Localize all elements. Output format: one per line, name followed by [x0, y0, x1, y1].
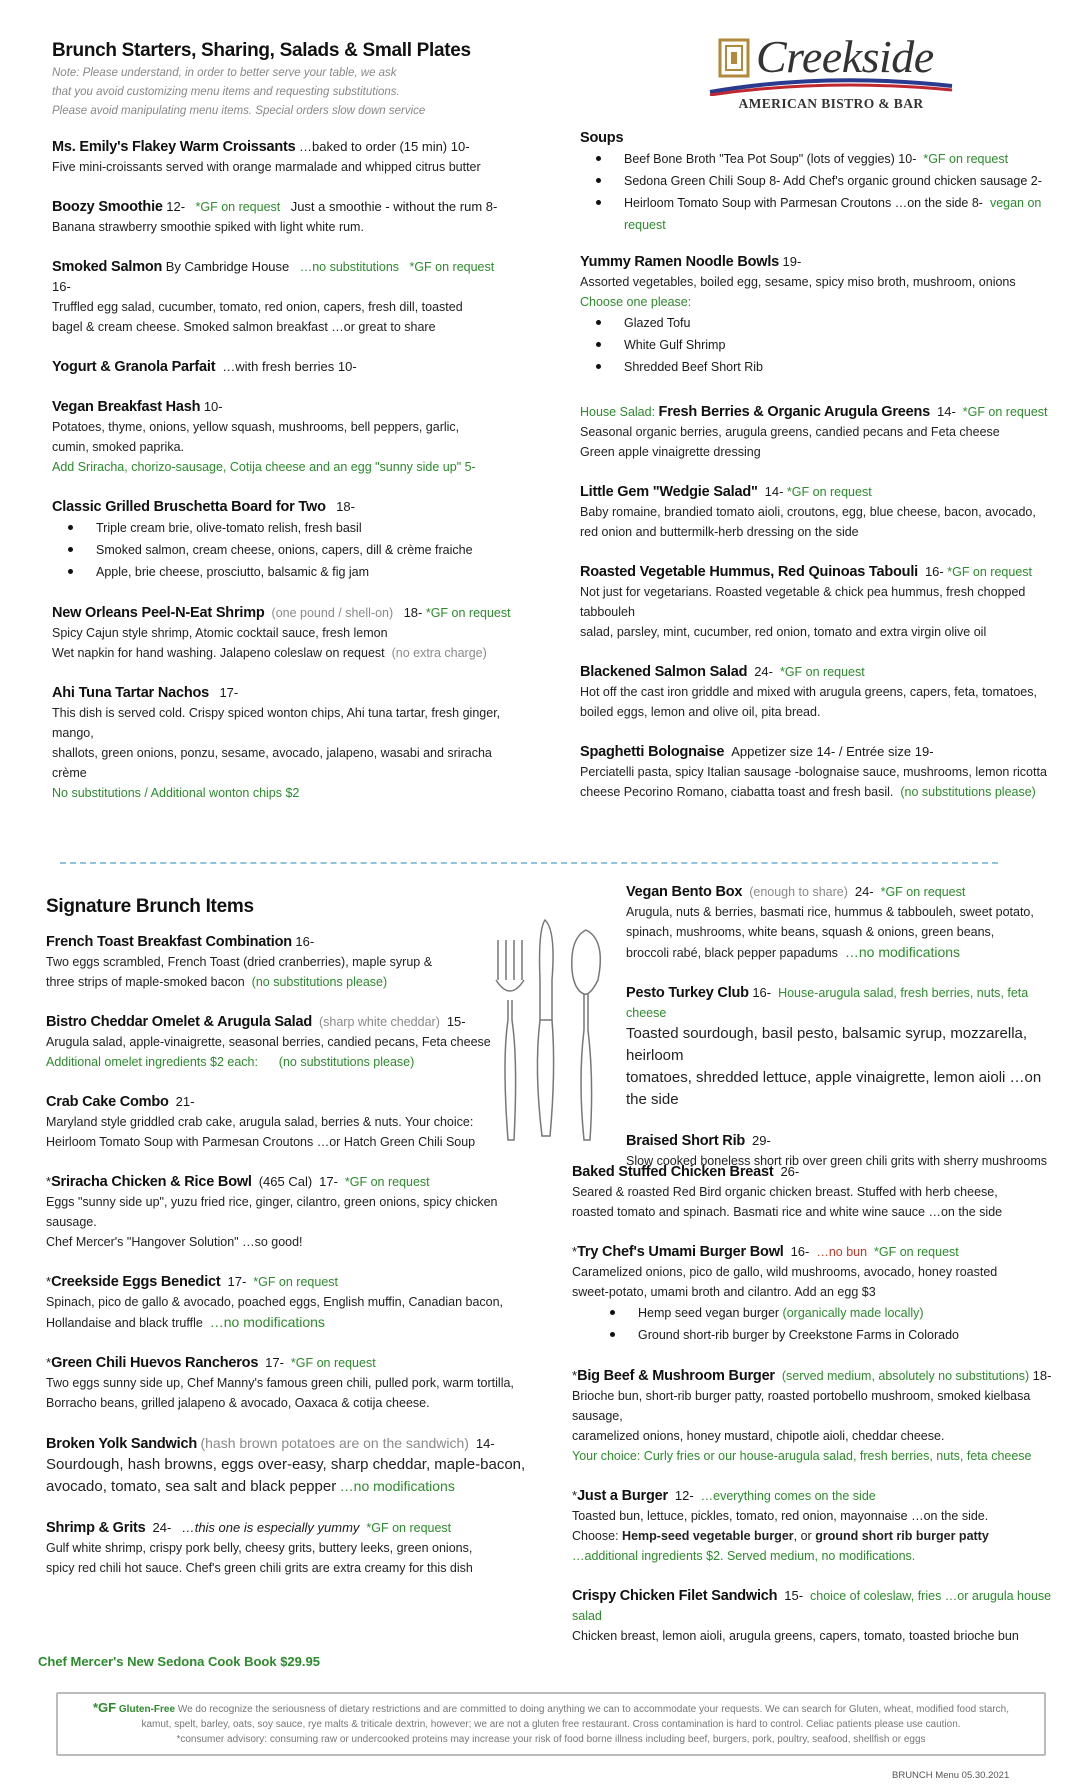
house-salad-item: House Salad: Fresh Berries & Organic Arugula Greens 14- *GF on request Seasonal organic berries, arugula greens, candied pecans and Feta cheese Green apple vinaigrette dressing	[580, 404, 1048, 459]
starters-heading: Brunch Starters, Sharing, Salads & Small Plates	[52, 40, 471, 61]
logo-subtitle: AMERICAN BISTRO & BAR	[738, 96, 924, 111]
broken-yolk-item: Broken Yolk Sandwich (hash brown potatoes are on the sandwich) 14- Sourdough, hash browns, eggs over-easy, sharp cheddar, maple-bacon, avocado, tomato, sea salt and black pepper …no modifications	[46, 1435, 526, 1495]
french-toast-item: French Toast Breakfast Combination 16- Two eggs scrambled, French Toast (dried cranberries), maple syrup & three strips of maple-smoked bacon (no substitutions please)	[46, 934, 433, 989]
stuffed-chicken-item: Baked Stuffed Chicken Breast 26- Seared & roasted Red Bird organic chicken breast. Stuffed with herb cheese, roasted tomato and spinach. Basmati rice and white wine sauce …on the side	[572, 1164, 1003, 1219]
ramen-list	[580, 312, 1050, 378]
shrimp-grits-item: Shrimp & Grits 24- …this one is especially yummy *GF on request Gulf white shrimp, crispy pork belly, cheesy grits, buttery leeks, green onions, spicy red chili hot sauce. Chef's green chili grits are extra creamy for this dish	[46, 1520, 473, 1575]
umami-bowl-item: *Try Chef's Umami Burger Bowl 16- …no bun *GF on request Caramelized onions, pico de gallo, wild mushrooms, avocado, honey roasted sweet-potato, umami broth and cilantro. Add an egg $3 Hemp seed vegan burger (organically made locally) Ground short-rib burger by Creekstone Farms in Colorado	[572, 1242, 1052, 1346]
list-item: Triple cream brie, olive-tomato relish, fresh basil	[96, 517, 522, 539]
bruschetta-list	[52, 517, 522, 583]
signature-heading: Signature Brunch Items	[46, 896, 254, 917]
cutlery-icon	[490, 910, 610, 1146]
list-item: Smoked salmon, cream cheese, onions, capers, dill & crème fraiche	[96, 539, 522, 561]
crab-cake-item: Crab Cake Combo 21- Maryland style griddled crab cake, arugula salad, berries & nuts. Your choice: Heirloom Tomato Soup with Parmesan Croutons …or Hatch Green Chili Soup	[46, 1094, 476, 1149]
parfait-item: Yogurt & Granola Parfait …with fresh berries 10-	[52, 359, 357, 375]
list-item: White Gulf Shrimp	[624, 334, 1050, 356]
section-divider	[60, 862, 998, 864]
smoothie-item: Boozy Smoothie 12- *GF on request Just a smoothie - without the rum 8- Banana strawberry smoothie spiked with light white rum.	[52, 199, 498, 234]
starters-note: Note: Please understand, in order to better serve your table, we ask that you avoid customizing menu items and requesting substitutions. Please avoid manipulating menu items. Special orders slow down service	[52, 67, 426, 117]
item-title: Ms. Emily's Flakey Warm Croissants	[52, 139, 296, 155]
big-beef-burger-item: *Big Beef & Mushroom Burger (served medium, absolutely no substitutions) 18- Brioche bun, short-rib burger patty, roasted portobello mushroom, smoked kielbasa sausage, caramelized onions, honey mustard, chipotle aioli, cheddar cheese. Your choice: Curly fries or our house-arugula salad, fresh berries, nuts, feta cheese	[572, 1368, 1052, 1463]
cookbook-promo: Chef Mercer's New Sedona Cook Book $29.95	[38, 1654, 320, 1669]
list-item: Hemp seed vegan burger (organically made locally)	[638, 1302, 1052, 1324]
menu-date: BRUNCH Menu 05.30.2021	[892, 1770, 1010, 1781]
logo-swoosh-icon	[706, 76, 956, 96]
soups-list	[580, 148, 1050, 236]
umami-list	[572, 1302, 1052, 1346]
list-item: Beef Bone Broth "Tea Pot Soup" (lots of veggies) 10- *GF on request	[624, 148, 1050, 170]
creekside-logo	[706, 26, 956, 116]
bruschetta-item: Classic Grilled Bruschetta Board for Two 18- Triple cream brie, olive-tomato relish, fresh basil Smoked salmon, cream cheese, onions, capers, dill & crème fraiche Apple, brie cheese, prosciutto, balsamic & fig jam	[52, 497, 522, 583]
mains-column-lower	[572, 1162, 1052, 1666]
sriracha-bowl-item: *Sriracha Chicken & Rice Bowl (465 Cal) 17- *GF on request Eggs "sunny side up", yuzu fried rice, ginger, cilantro, green onions, spicy chicken sausage. Chef Mercer's "Hangover Solution" …so good!	[46, 1174, 498, 1249]
ahi-tuna-item: Ahi Tuna Tartar Nachos 17- This dish is served cold. Crispy spiced wonton chips, Ahi tuna tartar, fresh ginger, mango, shallots, green onions, ponzu, sesame, avocado, jalapeno, wasabi and sriracha crème No substitutions / Additional wonton chips $2	[52, 685, 501, 800]
soups-salads-column	[580, 128, 1050, 822]
soups-item: Soups Beef Bone Broth "Tea Pot Soup" (lots of veggies) 10- *GF on request Sedona Green Chili Soup 8- Add Chef's organic ground chicken sausage 2- Heirloom Tomato Soup with Parmesan Croutons …on the side 8- vegan on request	[580, 128, 1050, 236]
mains-column	[626, 882, 1056, 1191]
shrimp-item: New Orleans Peel-N-Eat Shrimp (one pound / shell-on) 18- *GF on request Spicy Cajun style shrimp, Atomic cocktail sauce, fresh lemon Wet napkin for hand washing. Jalapeno coleslaw on request (no extra charge)	[52, 605, 511, 660]
signature-column	[46, 896, 526, 1598]
list-item: Heirloom Tomato Soup with Parmesan Croutons …on the side 8- vegan on request	[624, 192, 1050, 236]
list-item: Ground short-rib burger by Creekstone Farms in Colorado	[638, 1324, 1052, 1346]
crispy-chicken-item: Crispy Chicken Filet Sandwich 15- choice of coleslaw, fries …or arugula house salad Chicken breast, lemon aioli, arugula greens, capers, tomato, toasted brioche bun	[572, 1588, 1052, 1643]
bento-box-item: Vegan Bento Box (enough to share) 24- *GF on request Arugula, nuts & berries, basmati rice, hummus & tabbouleh, sweet potato, spinach, mushrooms, white beans, squash & onions, green beans, broccoli rabé, black pepper papadums …no modifications	[626, 884, 1034, 960]
hummus-item: Roasted Vegetable Hummus, Red Quinoas Tabouli 16- *GF on request Not just for vegetarians. Roasted vegetable & chick pea hummus, fresh chopped tabbouleh salad, parsley, mint, cucumber, red onion, tomato and extra virgin olive oil	[580, 564, 1032, 639]
short-rib-item: Braised Short Rib 29- Slow cooked boneless short rib over green chili grits with sherry mushrooms	[626, 1133, 1048, 1168]
list-item: Shredded Beef Short Rib	[624, 356, 1050, 378]
omelet-item: Bistro Cheddar Omelet & Arugula Salad (sharp white cheddar) 15- Arugula salad, apple-vinaigrette, seasonal berries, candied pecans, Feta cheese Additional omelet ingredients $2 each: (no substitutions please)	[46, 1014, 491, 1069]
logo-name: Creekside	[756, 31, 934, 82]
vegan-hash-item: Vegan Breakfast Hash 10- Potatoes, thyme, onions, yellow squash, mushrooms, bell peppers, garlic, cumin, smoked paprika. Add Sriracha, chorizo-sausage, Cotija cheese and an egg "sunny side up" 5-	[52, 399, 476, 474]
smoked-salmon-item: Smoked Salmon By Cambridge House …no substitutions *GF on request 16- Truffled egg salad, cucumber, tomato, red onion, capers, fresh dill, toasted bagel & cream cheese. Smoked salmon breakfast …or great to share	[52, 259, 495, 334]
croissants-item: Ms. Emily's Flakey Warm Croissants …baked to order (15 min) 10- Five mini-croissants served with orange marmalade and whipped citrus butter	[52, 139, 481, 174]
just-a-burger-item: *Just a Burger 12- …everything comes on the side Toasted bun, lettuce, pickles, tomato, red onion, mayonnaise …on the side. Choose: Hemp-seed vegetable burger, or ground short rib burger patty …additional ingredients $2. Served medium, no modifications.	[572, 1488, 989, 1563]
spaghetti-item: Spaghetti Bolognaise Appetizer size 14- / Entrée size 19- Perciatelli pasta, spicy Italian sausage -bolognaise sauce, mushrooms, lemon ricotta cheese Pecorino Romano, ciabatta toast and fresh basil. (no substitutions please)	[580, 744, 1047, 799]
pesto-club-item: Pesto Turkey Club 16- House-arugula salad, fresh berries, nuts, feta cheese Toasted sourdough, basil pesto, balsamic syrup, mozzarella, heirloom tomatoes, shredded lettuce, apple vinaigrette, lemon aioli …on the side	[626, 985, 1042, 1108]
eggs-benedict-item: *Creekside Eggs Benedict 17- *GF on request Spinach, pico de gallo & avocado, poached eggs, English muffin, Canadian bacon, Hollandaise and black truffle …no modifications	[46, 1274, 504, 1330]
list-item: Apple, brie cheese, prosciutto, balsamic & fig jam	[96, 561, 522, 583]
blackened-salmon-item: Blackened Salmon Salad 24- *GF on request Hot off the cast iron griddle and mixed with arugula greens, capers, feta, tomatoes, boiled eggs, lemon and olive oil, pita bread.	[580, 664, 1037, 719]
huevos-item: *Green Chili Huevos Rancheros 17- *GF on request Two eggs sunny side up, Chef Manny's famous green chili, pulled pork, warm tortilla, Borracho beans, grilled jalapeno & avocado, Oaxaca & cotija cheese.	[46, 1355, 514, 1410]
starters-column	[52, 40, 522, 823]
wedgie-salad-item: Little Gem "Wedgie Salad" 14- *GF on request Baby romaine, brandied tomato aioli, croutons, egg, blue cheese, bacon, avocado, red onion and buttermilk-herb dressing on the side	[580, 484, 1036, 539]
gluten-free-disclaimer: *GF Gluten-Free We do recognize the seriousness of dietary restrictions and are committed to doing anything we can to accommodate your requests. We can search for Gluten, wheat, modified food starch, kamut, spelt, barley, oats, soy sauce, rye malts & triticale dextrin, however; we are not a gluten free restaurant. Cross contamination is hard to control. Celiac patients please use caution. *consumer advisory: consuming raw or undercooked proteins may increase your risk of food borne illness including beef, burgers, pork, poultry, seafood, shellfish or eggs	[56, 1692, 1046, 1756]
logo-emblem-icon	[714, 36, 754, 80]
list-item: Glazed Tofu	[624, 312, 1050, 334]
ramen-item: Yummy Ramen Noodle Bowls 19- Assorted vegetables, boiled egg, sesame, spicy miso broth, mushroom, onions Choose one please: Glazed Tofu White Gulf Shrimp Shredded Beef Short Rib	[580, 252, 1050, 378]
list-item: Sedona Green Chili Soup 8- Add Chef's organic ground chicken sausage 2-	[624, 170, 1050, 192]
